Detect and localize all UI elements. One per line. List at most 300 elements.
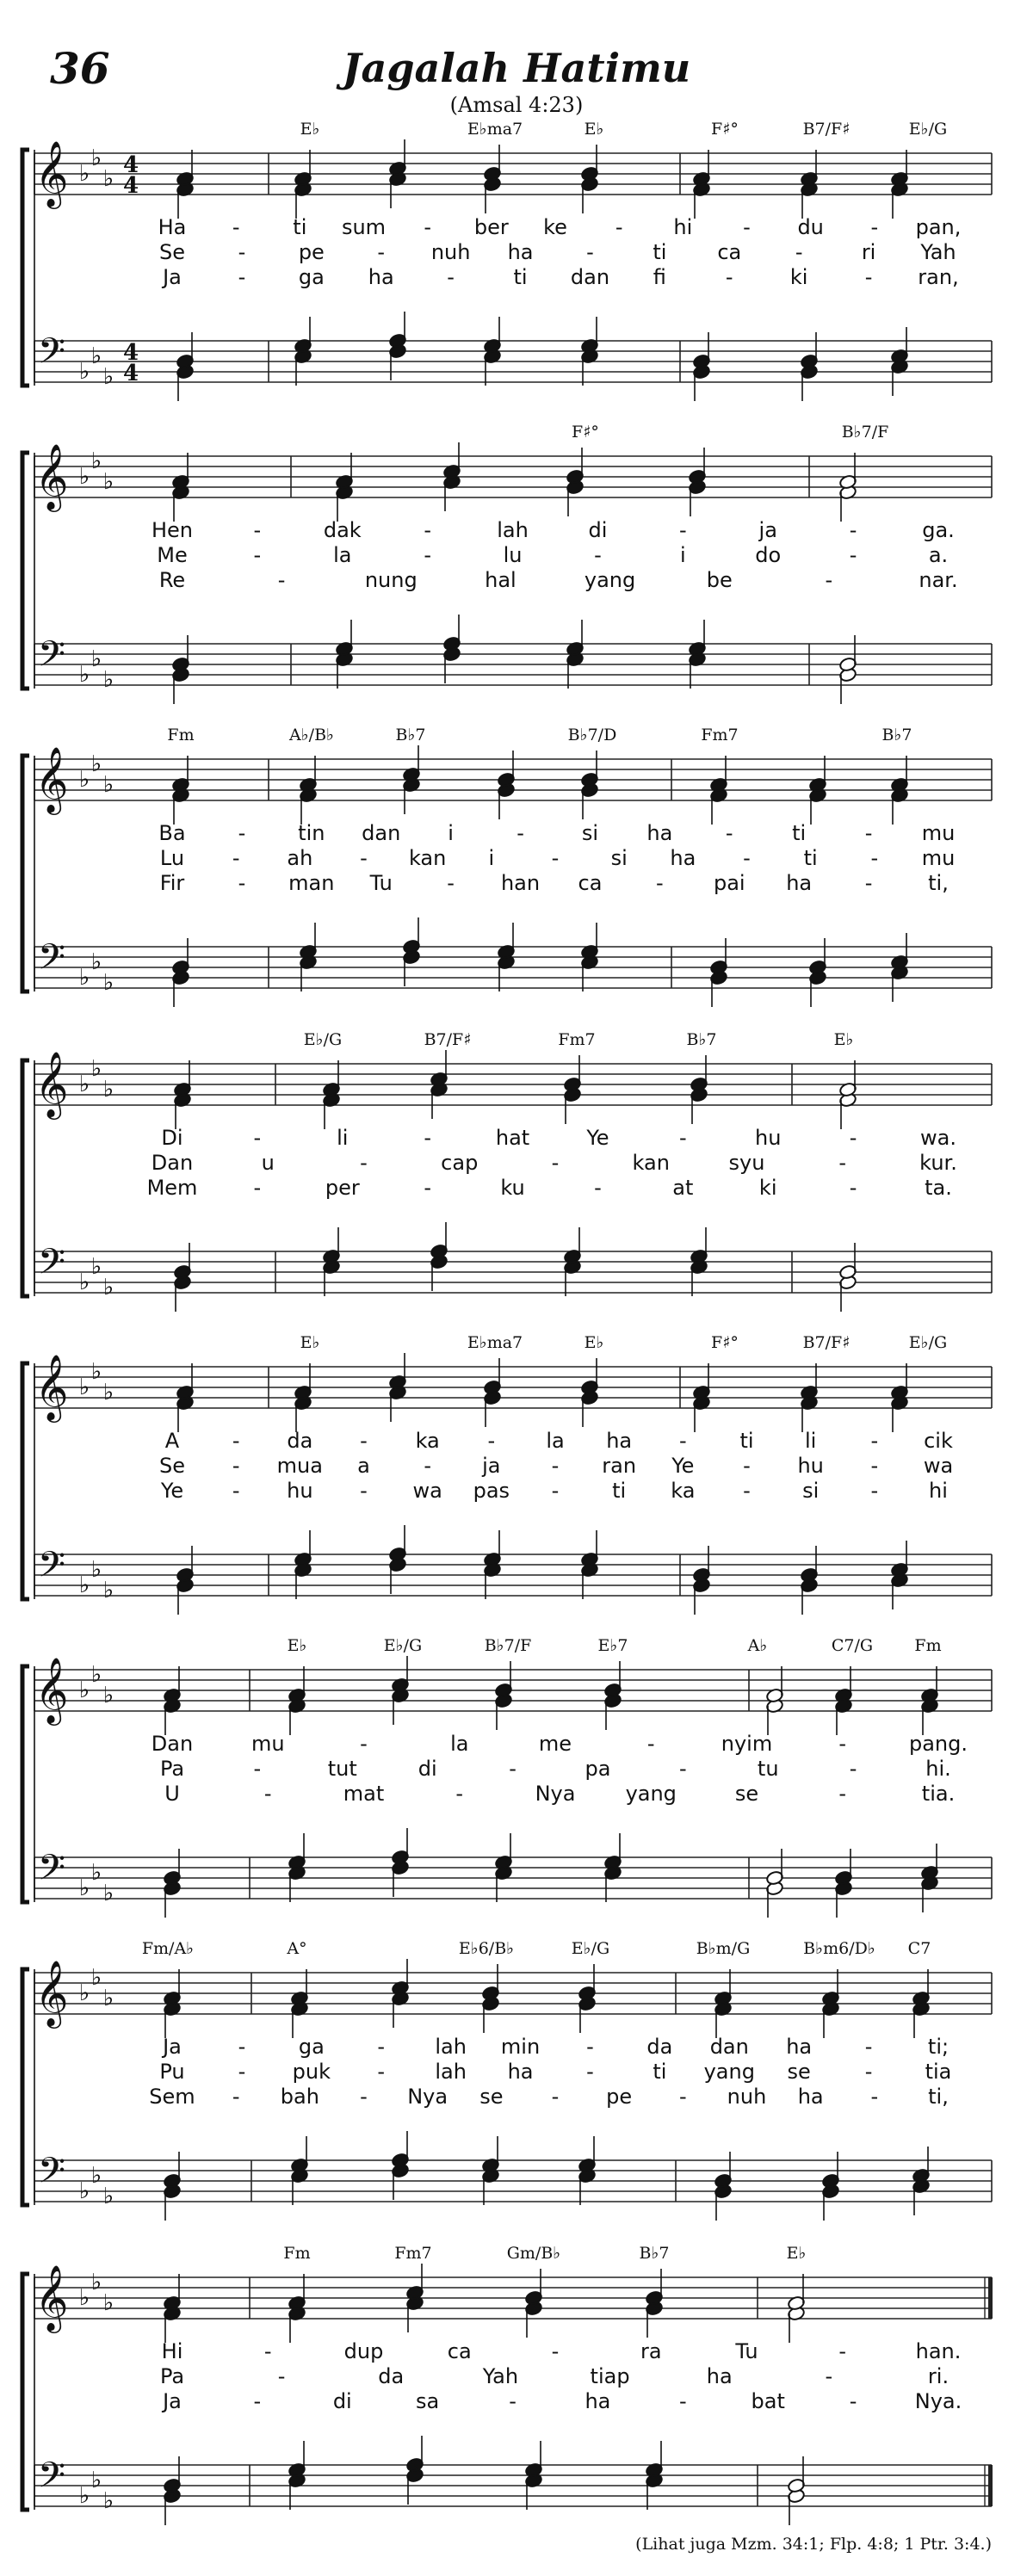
lyric-hyphen: - <box>232 2085 240 2109</box>
lyric-syllable: ti <box>612 1479 627 1503</box>
system-4 <box>22 1030 992 1312</box>
lyric-hyphen: - <box>238 821 246 845</box>
footnote: (Lihat juga Mzm. 34:1; Flp. 4:8; 1 Ptr. 3:4.) <box>635 2535 992 2554</box>
lyric-hyphen: - <box>743 1454 751 1478</box>
lyric-syllable: syu <box>728 1151 765 1175</box>
chord-symbol: B7/F♯ <box>424 1030 472 1049</box>
lyric-syllable: Dan <box>151 1151 194 1175</box>
chord-symbol: E♭/G <box>908 120 948 139</box>
lyric-syllable: ran, <box>918 265 959 289</box>
system-bracket <box>22 2274 29 2510</box>
lyric-syllable: tia. <box>921 1782 956 1806</box>
system-6 <box>22 1636 992 1918</box>
lyric-hyphen: - <box>849 1176 857 1200</box>
chord-symbol: B♭7/D <box>567 726 617 744</box>
lyric-hyphen: - <box>424 1176 432 1200</box>
lyric-syllable: ti <box>803 846 818 870</box>
lyric-hyphen: - <box>551 846 560 870</box>
lyric-syllable: Pu <box>159 2060 185 2084</box>
lyric-hyphen: - <box>849 543 857 567</box>
lyric-syllable: Tu <box>369 871 393 895</box>
lyric-hyphen: - <box>516 821 524 845</box>
lyric-hyphen: - <box>263 2339 272 2363</box>
key-flat: ♭ <box>78 1572 90 1598</box>
lyric-syllable: si <box>581 821 599 845</box>
lyric-syllable: Pa <box>159 2364 185 2388</box>
lyric-hyphen: - <box>849 1757 857 1781</box>
lyric-syllable: ha <box>585 2389 611 2413</box>
lyric-hyphen: - <box>586 2060 594 2084</box>
chord-symbol: E♭/G <box>303 1030 343 1049</box>
lyric-syllable: la <box>450 1732 469 1756</box>
lyric-syllable: ha <box>670 846 696 870</box>
key-flat: ♭ <box>90 1359 102 1385</box>
lyric-syllable: Me <box>157 543 188 567</box>
lyric-syllable: Sem <box>149 2085 195 2109</box>
lyric-syllable: li <box>804 1429 817 1453</box>
time-signature-bottom: 4 <box>122 361 139 386</box>
key-flat: ♭ <box>78 464 90 490</box>
lyric-hyphen: - <box>253 1126 262 1150</box>
lyric-syllable: tin <box>298 821 325 845</box>
key-flat: ♭ <box>78 1980 90 2006</box>
lyric-hyphen: - <box>238 2060 246 2084</box>
lyric-syllable: man <box>288 871 335 895</box>
lyric-hyphen: - <box>424 543 432 567</box>
chord-symbol: E♭7 <box>597 1636 628 1655</box>
lyric-syllable: ha <box>786 871 813 895</box>
treble-clef: 𝄞 <box>34 1354 69 1420</box>
bass-clef: 𝄢 <box>37 633 66 683</box>
system-bracket <box>22 1666 29 1902</box>
lyric-hyphen: - <box>377 240 386 264</box>
lyric-hyphen: - <box>447 265 455 289</box>
lyric-syllable: ka <box>671 1479 696 1503</box>
chord-symbol: E♭ma7 <box>467 120 523 139</box>
lyric-syllable: mu <box>251 1732 285 1756</box>
lyric-syllable: lah <box>497 518 529 542</box>
lyric-hyphen: - <box>509 1757 516 1781</box>
key-flat: ♭ <box>102 1881 114 1906</box>
lyric-syllable: tiap <box>590 2364 630 2388</box>
lyric-syllable: be <box>706 568 733 592</box>
key-flat: ♭ <box>102 772 114 798</box>
key-flat: ♭ <box>102 1683 114 1708</box>
lyric-syllable: ti; <box>927 2035 949 2059</box>
lyric-hyphen: - <box>360 1429 368 1453</box>
lyric-syllable: mu <box>921 821 956 845</box>
lyric-syllable: bah <box>280 2085 319 2109</box>
system-1 <box>22 120 992 401</box>
lyric-syllable: ti <box>293 215 307 239</box>
final-barline <box>988 2465 993 2506</box>
lyric-syllable: ah <box>287 846 313 870</box>
lyric-syllable: se <box>787 2060 811 2084</box>
lyric-syllable: da <box>287 1429 313 1453</box>
lyric-syllable: ti <box>513 265 528 289</box>
lyric-syllable: la <box>546 1429 565 1453</box>
lyric-hyphen: - <box>586 2035 594 2059</box>
key-flat: ♭ <box>102 1380 114 1405</box>
lyric-syllable: Mem <box>146 1176 198 1200</box>
lyric-syllable: Ye <box>586 1126 609 1150</box>
chord-symbol: E♭/G <box>908 1333 948 1352</box>
lyric-syllable: yang <box>584 568 636 592</box>
lyric-syllable: wa. <box>920 1126 956 1150</box>
lyric-hyphen: - <box>360 1732 368 1756</box>
chord-symbol: Gm/B♭ <box>506 2244 561 2263</box>
lyric-syllable: ga <box>298 2035 325 2059</box>
lyric-hyphen: - <box>551 1454 560 1478</box>
key-flat: ♭ <box>102 166 114 192</box>
lyric-syllable: nuh <box>727 2085 767 2109</box>
lyric-hyphen: - <box>678 2085 687 2109</box>
lyric-syllable: tut <box>327 1757 357 1781</box>
lyric-syllable: kur. <box>919 1151 957 1175</box>
lyric-syllable: si <box>610 846 628 870</box>
lyric-hyphen: - <box>870 1479 879 1503</box>
lyric-hyphen: - <box>678 2389 687 2413</box>
lyric-hyphen: - <box>277 568 286 592</box>
key-flat: ♭ <box>90 343 102 369</box>
lyric-hyphen: - <box>838 1782 847 1806</box>
lyric-hyphen: - <box>615 215 623 239</box>
lyric-syllable: u <box>261 1151 275 1175</box>
key-flat: ♭ <box>90 448 102 474</box>
lyric-syllable: lah <box>435 2060 467 2084</box>
lyric-hyphen: - <box>360 846 368 870</box>
lyric-hyphen: - <box>870 846 879 870</box>
lyric-hyphen: - <box>232 1454 240 1478</box>
lyric-syllable: hu <box>797 1454 824 1478</box>
lyric-hyphen: - <box>594 1176 602 1200</box>
treble-clef: 𝄞 <box>34 2264 69 2331</box>
time-signature-top: 4 <box>122 152 139 178</box>
final-barline <box>988 2277 993 2319</box>
lyric-syllable: Ye <box>160 1479 184 1503</box>
lyric-syllable: ber <box>473 215 509 239</box>
chord-symbol: C7 <box>907 1939 931 1958</box>
lyric-syllable: ri <box>861 240 876 264</box>
key-flat: ♭ <box>78 965 90 991</box>
lyric-syllable: sum <box>341 215 387 239</box>
lyric-syllable: ti <box>739 1429 754 1453</box>
lyric-syllable: ke <box>543 215 567 239</box>
key-flat: ♭ <box>90 2468 102 2493</box>
lyric-syllable: a. <box>928 543 949 567</box>
system-bracket <box>22 1060 29 1296</box>
lyric-hyphen: - <box>864 2035 873 2059</box>
lyric-syllable: pas <box>473 1479 510 1503</box>
time-signature-top: 4 <box>122 340 139 366</box>
lyric-hyphen: - <box>678 1126 687 1150</box>
bass-clef: 𝄢 <box>37 1241 66 1291</box>
lyric-syllable: hi. <box>925 1757 951 1781</box>
lyric-syllable: dan <box>362 821 401 845</box>
lyric-syllable: ka <box>415 1429 440 1453</box>
lyric-hyphen: - <box>838 1151 847 1175</box>
lyric-syllable: ca <box>447 2339 472 2363</box>
lyric-hyphen: - <box>825 568 833 592</box>
lyric-hyphen: - <box>870 2085 879 2109</box>
lyric-syllable: pan, <box>915 215 962 239</box>
chord-symbol: B♭7/F <box>841 423 889 442</box>
lyric-syllable: ca <box>578 871 603 895</box>
chord-symbol: B♭m/G <box>696 1939 751 1958</box>
lyric-syllable: ra <box>640 2339 662 2363</box>
lyric-hyphen: - <box>253 518 262 542</box>
key-flat: ♭ <box>90 1056 102 1082</box>
lyric-syllable: dak <box>323 518 362 542</box>
chord-symbol: E♭ <box>584 1333 604 1352</box>
lyric-syllable: hi <box>673 215 693 239</box>
key-flat: ♭ <box>102 2184 114 2209</box>
system-bracket <box>22 1969 29 2205</box>
lyric-hyphen: - <box>656 871 664 895</box>
key-flat: ♭ <box>78 1374 90 1400</box>
lyric-syllable: ca <box>717 240 742 264</box>
lyric-syllable: wa <box>412 1479 442 1503</box>
lyric-syllable: nyim <box>721 1732 773 1756</box>
lyric-hyphen: - <box>238 2035 246 2059</box>
lyric-hyphen: - <box>864 2060 873 2084</box>
treble-clef: 𝄞 <box>34 443 69 510</box>
chord-symbol: F♯° <box>711 120 739 139</box>
lyric-hyphen: - <box>870 1429 879 1453</box>
lyric-hyphen: - <box>360 1479 368 1503</box>
lyric-syllable: Se <box>159 240 185 264</box>
key-flat: ♭ <box>102 364 114 390</box>
chord-symbol: Fm <box>914 1636 942 1655</box>
lyric-syllable: tu <box>757 1757 779 1781</box>
system-bracket <box>22 756 29 991</box>
lyric-syllable: Se <box>159 1454 185 1478</box>
lyric-hyphen: - <box>277 2364 286 2388</box>
treble-clef: 𝄞 <box>34 1051 69 1117</box>
bass-clef: 𝄢 <box>37 1847 66 1897</box>
lyric-hyphen: - <box>678 1429 687 1453</box>
lyric-syllable: hat <box>495 1126 530 1150</box>
system-bracket <box>22 1363 29 1599</box>
lyric-syllable: ja <box>482 1454 501 1478</box>
lyric-hyphen: - <box>447 871 455 895</box>
lyric-syllable: Ja <box>163 2035 182 2059</box>
lyric-hyphen: - <box>864 265 873 289</box>
lyric-syllable: han. <box>915 2339 962 2363</box>
lyric-hyphen: - <box>377 2035 386 2059</box>
lyric-syllable: at <box>672 1176 694 1200</box>
lyric-syllable: ti, <box>928 2085 949 2109</box>
lyric-hyphen: - <box>253 1757 262 1781</box>
lyric-syllable: Hi <box>161 2339 183 2363</box>
lyric-hyphen: - <box>551 1479 560 1503</box>
lyric-hyphen: - <box>424 1126 432 1150</box>
lyric-syllable: ran <box>602 1454 637 1478</box>
lyric-syllable: Nya <box>535 1782 576 1806</box>
lyric-syllable: hu <box>755 1126 782 1150</box>
key-flat: ♭ <box>90 1557 102 1583</box>
lyric-hyphen: - <box>424 1454 432 1478</box>
lyric-syllable: hi <box>929 1479 948 1503</box>
key-flat: ♭ <box>78 161 90 187</box>
lyric-syllable: li <box>337 1126 349 1150</box>
lyric-hyphen: - <box>849 2389 857 2413</box>
key-flat: ♭ <box>78 1875 90 1901</box>
key-flat: ♭ <box>78 1269 90 1295</box>
lyric-hyphen: - <box>551 1151 560 1175</box>
lyric-hyphen: - <box>232 215 240 239</box>
lyric-hyphen: - <box>263 1782 272 1806</box>
lyric-syllable: Ja <box>163 2389 182 2413</box>
chord-symbol: F♯° <box>572 423 599 442</box>
lyric-syllable: A <box>164 1429 180 1453</box>
lyric-syllable: U <box>164 1782 180 1806</box>
system-bracket <box>22 453 29 689</box>
lyric-syllable: di <box>418 1757 437 1781</box>
chord-symbol: B♭m6/D♭ <box>803 1939 875 1958</box>
lyric-hyphen: - <box>594 543 602 567</box>
lyric-syllable: wa <box>923 1454 954 1478</box>
key-flat: ♭ <box>102 667 114 693</box>
chord-symbol: B♭7 <box>639 2244 670 2263</box>
key-flat: ♭ <box>78 2483 90 2509</box>
key-flat: ♭ <box>102 469 114 495</box>
lyric-syllable: ha <box>797 2085 824 2109</box>
chord-symbol: Fm <box>167 726 195 744</box>
lyric-syllable: ha <box>507 240 534 264</box>
lyric-syllable: dan <box>570 265 610 289</box>
lyric-hyphen: - <box>743 1479 751 1503</box>
key-flat: ♭ <box>90 2163 102 2189</box>
lyric-hyphen: - <box>678 518 687 542</box>
lyric-syllable: Tu <box>735 2339 758 2363</box>
lyric-syllable: mua <box>276 1454 323 1478</box>
lyric-syllable: a <box>357 1454 370 1478</box>
key-flat: ♭ <box>90 949 102 975</box>
chord-symbol: Fm/A♭ <box>141 1939 195 1958</box>
lyric-syllable: pang. <box>908 1732 968 1756</box>
key-flat: ♭ <box>90 145 102 171</box>
lyric-syllable: ga <box>298 265 325 289</box>
key-flat: ♭ <box>78 767 90 793</box>
lyric-syllable: ha <box>786 2035 813 2059</box>
treble-clef: 𝄞 <box>34 1657 69 1723</box>
chord-symbol: E♭ <box>833 1030 854 1049</box>
lyric-hyphen: - <box>551 2339 560 2363</box>
lyric-syllable: Re <box>158 568 186 592</box>
chord-symbol: A♭/B♭ <box>288 726 335 744</box>
lyric-hyphen: - <box>232 846 240 870</box>
lyric-syllable: Ye <box>671 1454 695 1478</box>
lyric-syllable: Ha <box>158 215 187 239</box>
chord-symbol: E♭ma7 <box>467 1333 523 1352</box>
lyric-hyphen: - <box>825 2364 833 2388</box>
lyric-hyphen: - <box>870 1454 879 1478</box>
lyric-syllable: nung <box>364 568 418 592</box>
lyric-syllable: nuh <box>430 240 471 264</box>
lyric-hyphen: - <box>795 240 803 264</box>
lyric-syllable: du <box>797 215 824 239</box>
lyric-syllable: per <box>325 1176 360 1200</box>
lyric-hyphen: - <box>232 1429 240 1453</box>
chord-symbol: A♭ <box>747 1636 768 1655</box>
key-flat: ♭ <box>102 1986 114 2011</box>
lyric-syllable: ki <box>789 265 808 289</box>
lyric-syllable: Yah <box>920 240 956 264</box>
lyric-syllable: si <box>802 1479 820 1503</box>
lyric-syllable: han <box>500 871 541 895</box>
lyric-syllable: cik <box>924 1429 953 1453</box>
lyric-syllable: Ja <box>163 265 182 289</box>
lyric-hyphen: - <box>487 1429 496 1453</box>
chord-symbol: Fm7 <box>701 726 739 744</box>
lyric-hyphen: - <box>232 1479 240 1503</box>
system-3 <box>22 726 992 1007</box>
chord-symbol: E♭ <box>300 120 320 139</box>
lyric-hyphen: - <box>551 2085 560 2109</box>
lyric-hyphen: - <box>424 215 432 239</box>
chord-symbol: E♭ <box>786 2244 807 2263</box>
lyric-hyphen: - <box>360 2085 368 2109</box>
key-flat: ♭ <box>78 2178 90 2204</box>
chord-symbol: Fm7 <box>394 2244 432 2263</box>
lyric-syllable: Lu <box>159 846 185 870</box>
lyric-syllable: yang <box>625 1782 677 1806</box>
system-7 <box>22 1939 992 2221</box>
key-flat: ♭ <box>102 970 114 996</box>
hymn-title: Jagalah Hatimu <box>342 45 691 91</box>
system-2 <box>22 423 992 704</box>
lyric-hyphen: - <box>849 518 857 542</box>
system-8 <box>22 2244 993 2525</box>
key-flat: ♭ <box>90 1254 102 1280</box>
lyric-syllable: la <box>333 543 352 567</box>
key-flat: ♭ <box>90 1860 102 1886</box>
lyric-syllable: Hen <box>151 518 194 542</box>
lyric-syllable: Fir <box>159 871 185 895</box>
chord-symbol: E♭6/B♭ <box>458 1939 515 1958</box>
lyric-hyphen: - <box>864 821 873 845</box>
lyric-hyphen: - <box>360 1151 368 1175</box>
key-flat: ♭ <box>78 359 90 385</box>
time-signature-bottom: 4 <box>122 173 139 199</box>
chord-symbol: A° <box>287 1939 307 1958</box>
lyric-hyphen: - <box>377 2060 386 2084</box>
bass-clef: 𝄢 <box>37 1544 66 1594</box>
chord-symbol: B7/F♯ <box>802 120 851 139</box>
lyric-syllable: hal <box>485 568 516 592</box>
lyric-syllable: ha <box>368 265 394 289</box>
chord-symbol: B♭7 <box>686 1030 717 1049</box>
lyric-hyphen: - <box>509 2389 516 2413</box>
lyric-syllable: me <box>538 1732 572 1756</box>
lyric-syllable: ki <box>758 1176 777 1200</box>
chord-symbol: E♭/G <box>571 1939 610 1958</box>
lyric-syllable: di <box>332 2389 352 2413</box>
key-flat: ♭ <box>90 751 102 777</box>
lyric-syllable: pe <box>298 240 325 264</box>
lyric-syllable: mu <box>921 846 956 870</box>
bass-clef: 𝄢 <box>37 2455 66 2505</box>
hymn-number: 36 <box>50 43 110 94</box>
lyric-syllable: ha <box>507 2060 534 2084</box>
treble-clef: 𝄞 <box>34 140 69 207</box>
lyric-syllable: puk <box>292 2060 331 2084</box>
lyric-syllable: i <box>679 543 686 567</box>
lyric-hyphen: - <box>238 265 246 289</box>
lyric-hyphen: - <box>253 1176 262 1200</box>
lyric-syllable: ha <box>606 1429 633 1453</box>
